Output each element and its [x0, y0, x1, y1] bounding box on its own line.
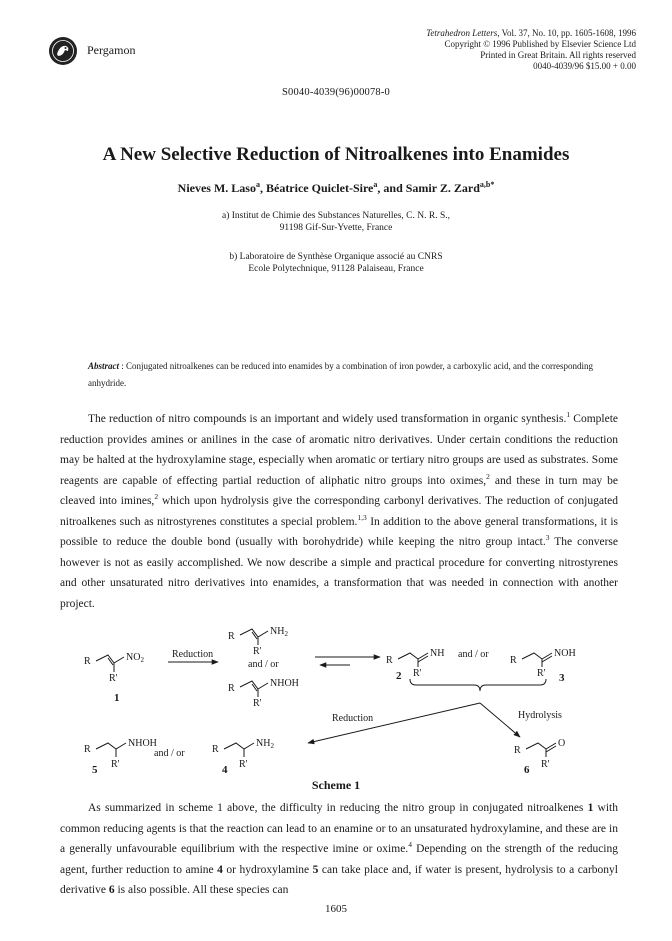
affiliation-a — [0, 210, 672, 234]
citation-ref: 2 — [154, 492, 159, 502]
compound-number: 3 — [559, 672, 565, 684]
hydrolysis-arrow — [480, 703, 520, 737]
compound-2-imine — [386, 648, 444, 682]
reduction-label: Reduction — [172, 649, 214, 660]
affiliation-b — [0, 251, 672, 275]
formula-subscript: 2 — [140, 656, 144, 664]
paragraph-text: or hydroxylamine — [222, 863, 313, 876]
r-group-label: R — [514, 745, 521, 756]
carbonyl-oxygen-label: O — [558, 738, 566, 749]
author-affiliation-mark: a — [255, 180, 260, 189]
author-name: Nieves M. Laso — [177, 181, 256, 195]
compound-number: 6 — [524, 764, 530, 776]
compound-ref: 1 — [587, 802, 594, 814]
hydroxylamine-alkene-structure — [228, 678, 299, 709]
formula-subscript: 2 — [284, 630, 288, 638]
author-list — [0, 180, 672, 196]
compound-number: 5 — [92, 764, 98, 776]
compound-3-oxime — [510, 648, 576, 684]
journal-name: Tetrahedron Letters — [426, 28, 498, 38]
compound-number: 1 — [114, 692, 120, 704]
and-or-label: and / or — [154, 748, 185, 759]
formula-main: NO — [126, 652, 141, 663]
paragraph-text: Complete reduction provides amines or anilines in the case of aromatic nitro derivatives. Under certain conditions the reduction may be halted at the hydroxylamine stage, especially when aromatic or tertiary nitro groups are used as substrates. Some reagents are capable of effecting partial reduction of aliphatic nitro groups into oximes, — [60, 413, 619, 487]
citation-ref: 1 — [566, 410, 571, 420]
author-name: Béatrice Quiclet-Sire — [265, 181, 374, 195]
journal-volume: , Vol. 37, No. 10, pp. 1605-1608, 1996 — [497, 28, 636, 38]
issn-line: 0040-4039/96 $15.00 + 0.00 — [533, 61, 636, 71]
r-prime-label: R' — [537, 668, 546, 679]
pergamon-logo-icon — [48, 36, 78, 66]
compound-6-carbonyl — [514, 738, 565, 776]
r-group-label: R — [84, 656, 91, 667]
paragraph-text: The reduction of nitro compounds is an important and widely used transformation in organic synthesis. — [88, 413, 567, 425]
intro-paragraph — [60, 409, 618, 614]
r-group-label: R — [228, 631, 235, 642]
r-group-label: R — [84, 744, 91, 755]
amine-group-label — [256, 738, 274, 750]
compound-1-nitroalkene — [84, 652, 144, 704]
compound-ref: 6 — [108, 884, 115, 896]
and-or-label: and / or — [458, 649, 489, 660]
paragraph-text: and these in turn may be cleaved into imines, — [60, 474, 618, 507]
r-group-label: R — [212, 744, 219, 755]
compound-4-amine — [212, 738, 274, 776]
formula-subscript: 2 — [270, 742, 274, 750]
citation-ref: 3 — [545, 533, 550, 543]
journal-info — [306, 28, 636, 72]
author-separator: , — [259, 181, 266, 195]
hydroxylamine-group-label: NHOH — [128, 738, 157, 749]
imine-group-label: NH — [430, 648, 445, 659]
compound-ref: 5 — [312, 863, 319, 876]
abstract-text: : Conjugated nitroalkenes can be reduced into enamides by a combination of iron powder, a carboxylic acid, and the corresponding anhydride. — [88, 361, 594, 388]
affiliation-line: a) Institut de Chimie des Substances Naturelles, C. N. R. S., — [222, 211, 450, 221]
r-group-label: R — [510, 655, 517, 666]
journal-citation — [306, 28, 636, 39]
abstract — [88, 358, 608, 392]
r-prime-label: R' — [109, 673, 118, 684]
scheme-caption: Scheme 1 — [311, 778, 361, 792]
r-prime-label: R' — [253, 646, 262, 657]
paragraph-text: Depending on the strength of the reducing agent, further reduction to amine — [60, 843, 618, 876]
oxime-group-label: NOH — [554, 648, 576, 659]
paragraph-text: with common reducing agents is that the reaction can lead to an enamine or to an unsaturated hydroxylamine, and these are in a generally unfavourable equilibrium with the respective imine or oxime. — [60, 802, 618, 855]
author-name: Samir Z. Zard — [405, 181, 480, 195]
r-group-label: R — [228, 683, 235, 694]
r-prime-label: R' — [239, 759, 248, 770]
compound-5-hydroxylamine — [84, 738, 157, 776]
and-or-label: and / or — [248, 659, 279, 670]
abstract-label: Abstract — [88, 361, 120, 371]
paragraph-text: As summarized in scheme 1 above, the difficulty in reducing the nitro group in conjugated nitroalkenes — [88, 802, 588, 814]
formula-main: NH — [270, 626, 285, 637]
compound-number: 4 — [222, 764, 228, 776]
affiliation-line: b) Laboratoire de Synthèse Organique associé au CNRS — [229, 252, 443, 262]
paragraph-text: is also possible. All these species can — [114, 884, 289, 896]
r-prime-label: R' — [541, 759, 550, 770]
reaction-scheme — [60, 615, 620, 790]
copyright-line: Copyright © 1996 Published by Elsevier Science Ltd — [444, 39, 636, 49]
r-prime-label: R' — [111, 759, 120, 770]
affiliation-line: Ecole Polytechnique, 91128 Palaiseau, France — [248, 264, 424, 274]
r-prime-label: R' — [253, 698, 262, 709]
nitro-group-label — [126, 652, 144, 664]
author-affiliation-mark: a — [373, 180, 378, 189]
affiliation-line: 91198 Gif-Sur-Yvette, France — [279, 223, 393, 233]
amine-group-label — [270, 626, 288, 638]
compound-number: 2 — [396, 670, 402, 682]
grouping-brace — [410, 679, 546, 691]
author-separator: , and — [377, 181, 406, 195]
r-prime-label: R' — [413, 668, 422, 679]
paper-title: A New Selective Reduction of Nitroalkenes into Enamides — [102, 144, 570, 165]
citation-ref: 1,3 — [357, 512, 367, 522]
discussion-paragraph — [60, 798, 618, 901]
r-group-label: R — [386, 655, 393, 666]
paragraph-text: In addition to the above general transformations, it is possible to reduce the double bond (usually with borohydride) while keeping the nitro group intact. — [60, 515, 618, 548]
reduction-label: Reduction — [332, 713, 374, 724]
compound-ref: 4 — [217, 863, 223, 876]
publisher-name: Pergamon — [87, 43, 136, 57]
paragraph-text: can take place and, if water is present, hydrolysis to a carbonyl derivative — [60, 863, 618, 896]
hydrolysis-label: Hydrolysis — [518, 710, 562, 721]
hydroxylamine-group-label: NHOH — [270, 678, 299, 689]
enamine-structure — [228, 626, 288, 657]
author-affiliation-mark: a,b* — [479, 180, 495, 189]
doi-code: S0040-4039(96)00078-0 — [281, 87, 391, 98]
paragraph-text: which upon hydrolysis give the corresponding carbonyl derivatives. The reduction of conjugated nitroalkenes such as nitrostyrenes constitutes a special problem. — [60, 495, 618, 528]
page-number: 1605 — [325, 903, 347, 915]
citation-ref: 4 — [408, 840, 412, 850]
printed-line: Printed in Great Britain. All rights reserved — [480, 50, 636, 60]
formula-main: NH — [256, 738, 271, 749]
citation-ref: 2 — [486, 471, 490, 481]
paragraph-text: The converse however is not as easily accomplished. We now describe a simple and practical procedure for converting nitrostyrenes and other unsaturated nitro derivatives into enamides, a transformation that was needed in connection with another project. — [60, 536, 618, 610]
